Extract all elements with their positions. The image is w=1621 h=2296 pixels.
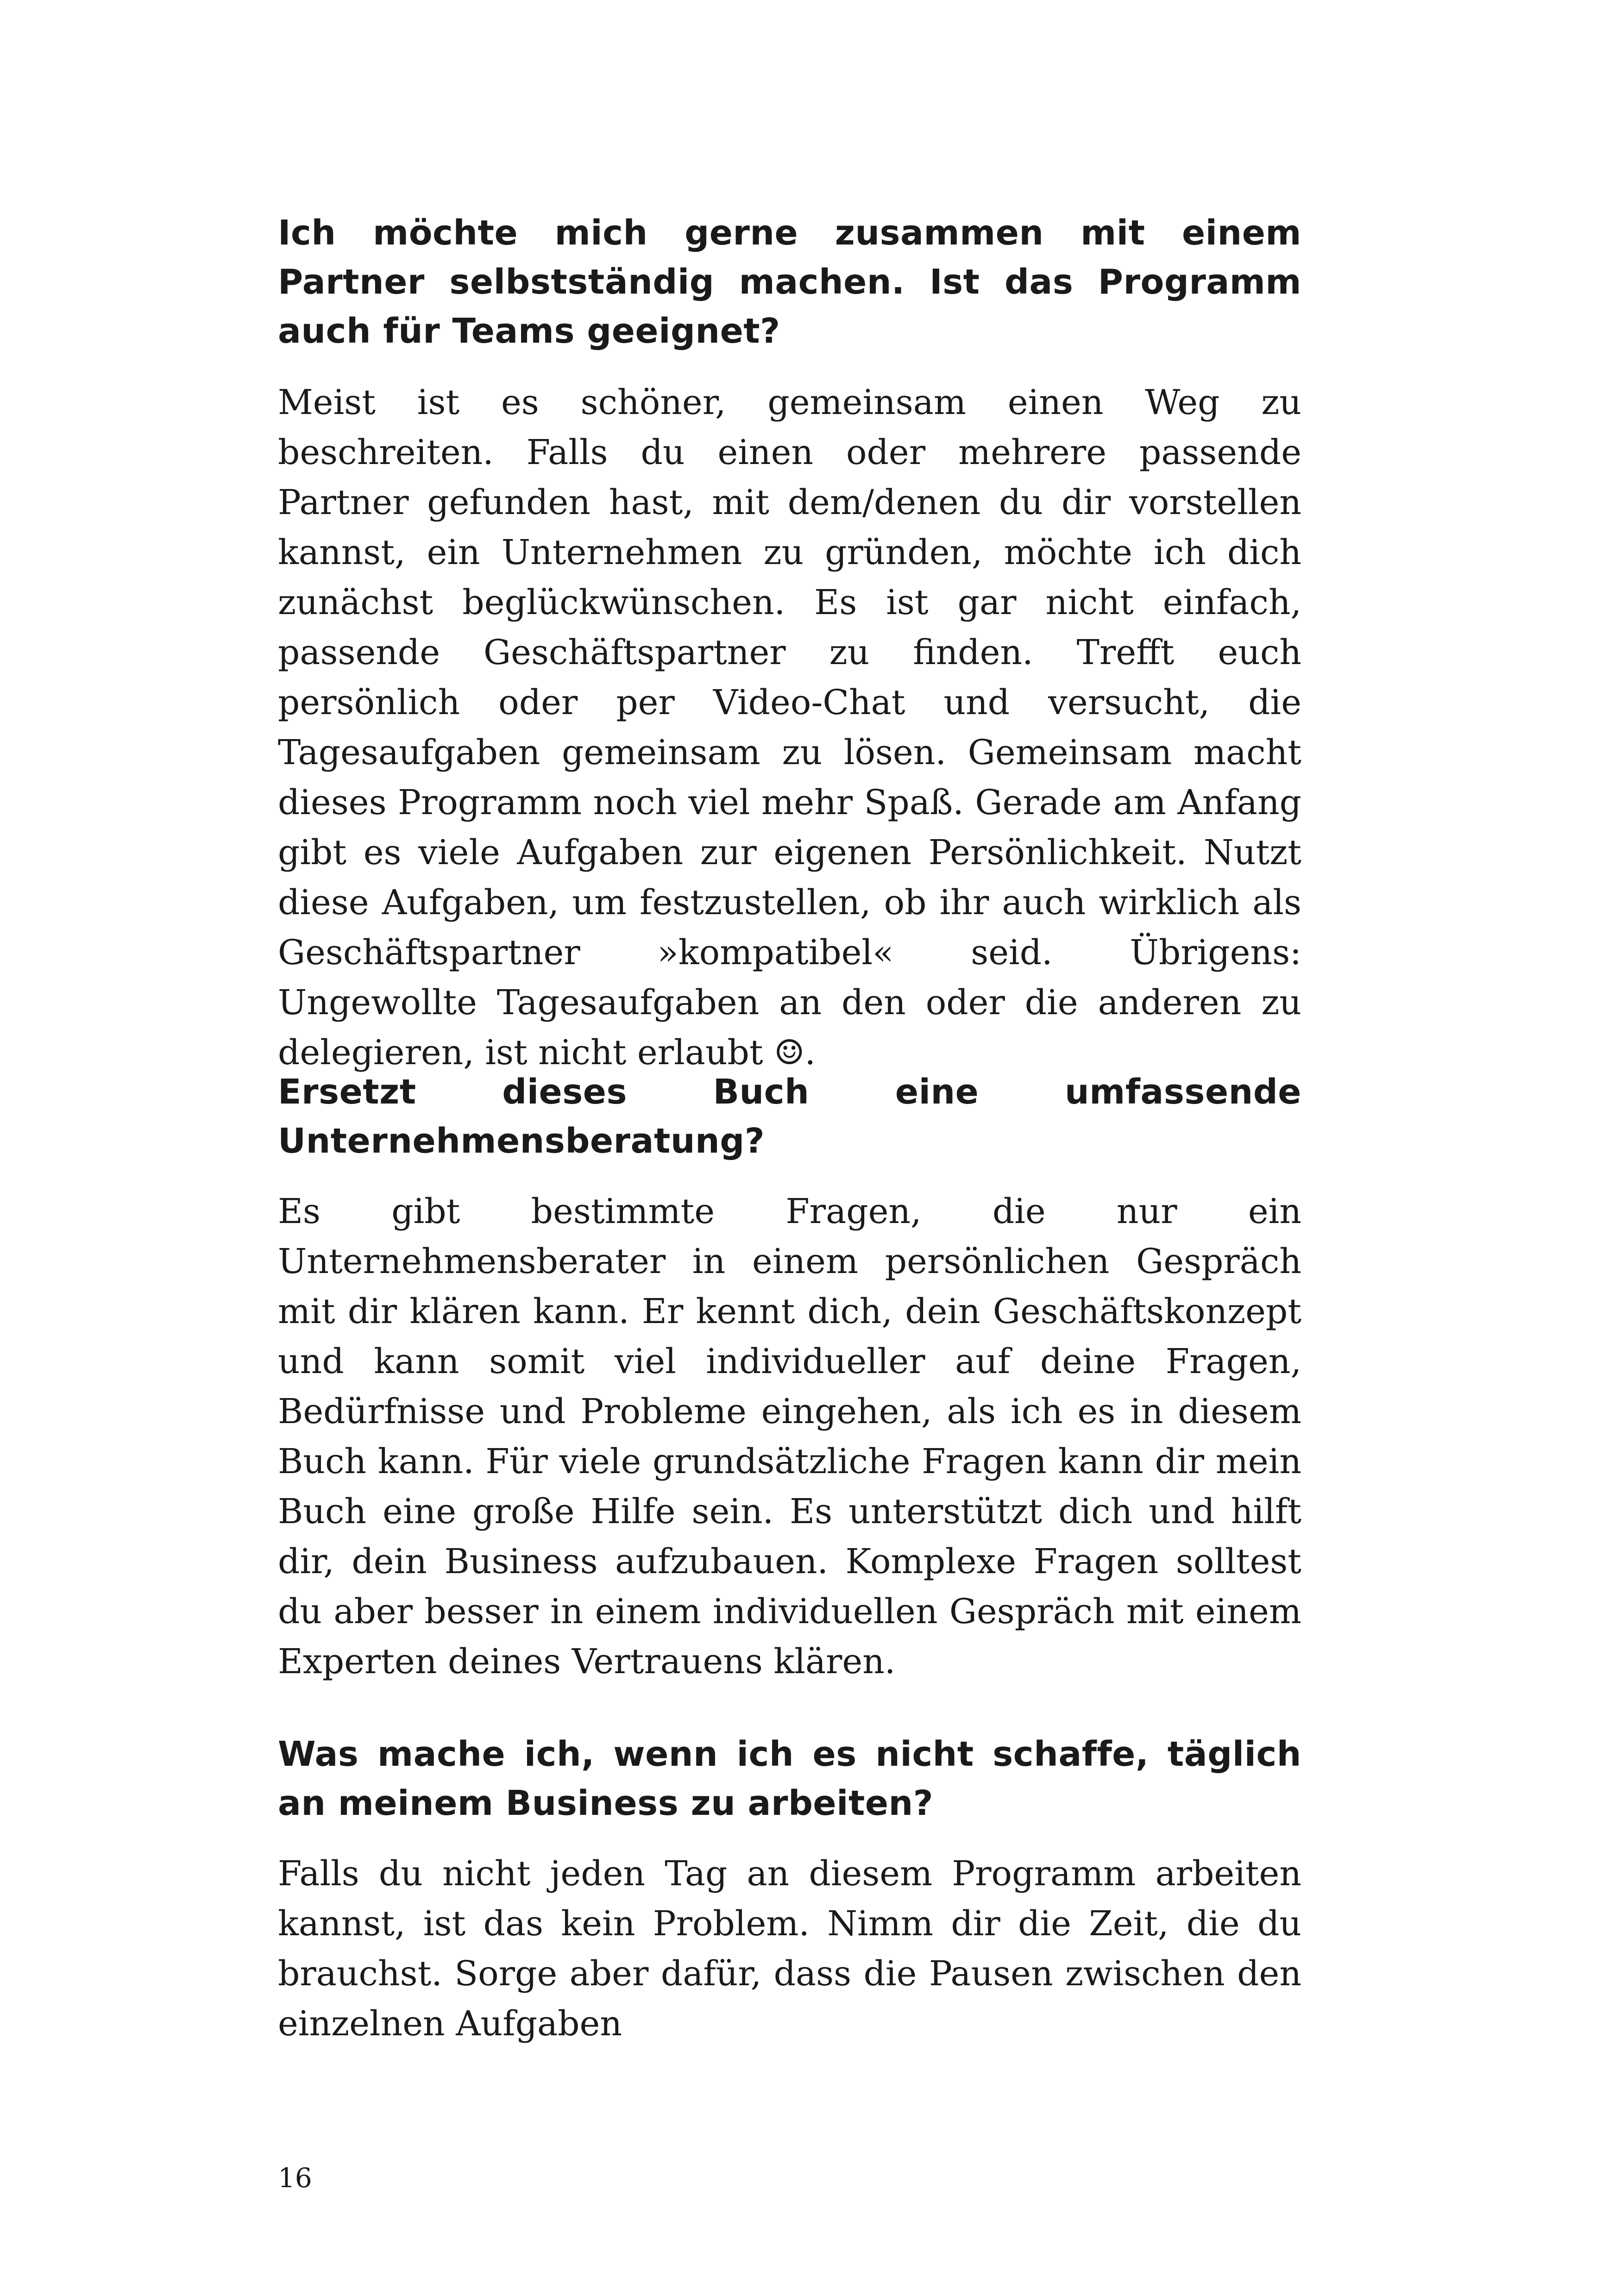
faq-question: Ersetzt dieses Buch eine umfassende Unternehmensberatung? [278,1072,1301,1161]
faq-answer: Falls du nicht jeden Tag an diesem Programm arbeiten kannst, ist das kein Problem. Nimm dir die Zeit, die du brauchst. Sorge aber dafür, dass die Pausen zwischen den einzelnen Aufgaben [278,1854,1301,2044]
faq-question: Was mache ich, wenn ich es nicht schaffe, täglich an meinem Business zu arbeiten? [278,1734,1301,1823]
faq-question: Ich möchte mich gerne zusammen mit einem Partner selbstständig machen. Ist das Programm auch für Teams geeignet? [278,213,1301,351]
faq-section-daily-work [278,1730,1301,2049]
faq-section-teams [278,208,1301,1078]
faq-section-consulting [278,1067,1301,1687]
faq-answer: Es gibt bestimmte Fragen, die nur ein Unternehmensberater in einem persönlichen Gespräch mit dir klären kann. Er kennt dich, dein Geschäftskonzept und kann somit viel individueller auf deine Fragen, Bedürfnisse und Probleme eingehen, als ich es in diesem Buch kann. Für viele grundsätzliche Fragen kann dir mein Buch eine große Hilfe sein. Es unterstützt dich und hilft dir, dein Business aufzubauen. Komplexe Fragen solltest du aber besser in einem individuellen Gespräch mit einem Experten deines Vertrauens klären. [278,1192,1301,1681]
faq-answer: Meist ist es schöner, gemeinsam einen Weg zu beschreiten. Falls du einen oder mehrere passende Partner gefunden hast, mit dem/denen du dir vorstellen kannst, ein Unternehmen zu gründen, möchte ich dich zunächst beglückwünschen. Es ist gar nicht einfach, passende Geschäftspartner zu finden. Trefft euch persönlich oder per Video-Chat und versucht, die Tagesaufgaben gemeinsam zu lösen. Gemeinsam macht dieses Programm noch viel mehr Spaß. Gerade am Anfang gibt es viele Aufgaben zur eigenen Persönlichkeit. Nutzt diese Aufgaben, um festzustellen, ob ihr auch wirklich als Geschäftspartner »kompatibel« seid. Übrigens: Ungewollte Tagesaufgaben an den oder die anderen zu delegieren, ist nicht erlaubt ☺. [278,383,1301,1073]
page-number: 16 [278,2162,312,2194]
